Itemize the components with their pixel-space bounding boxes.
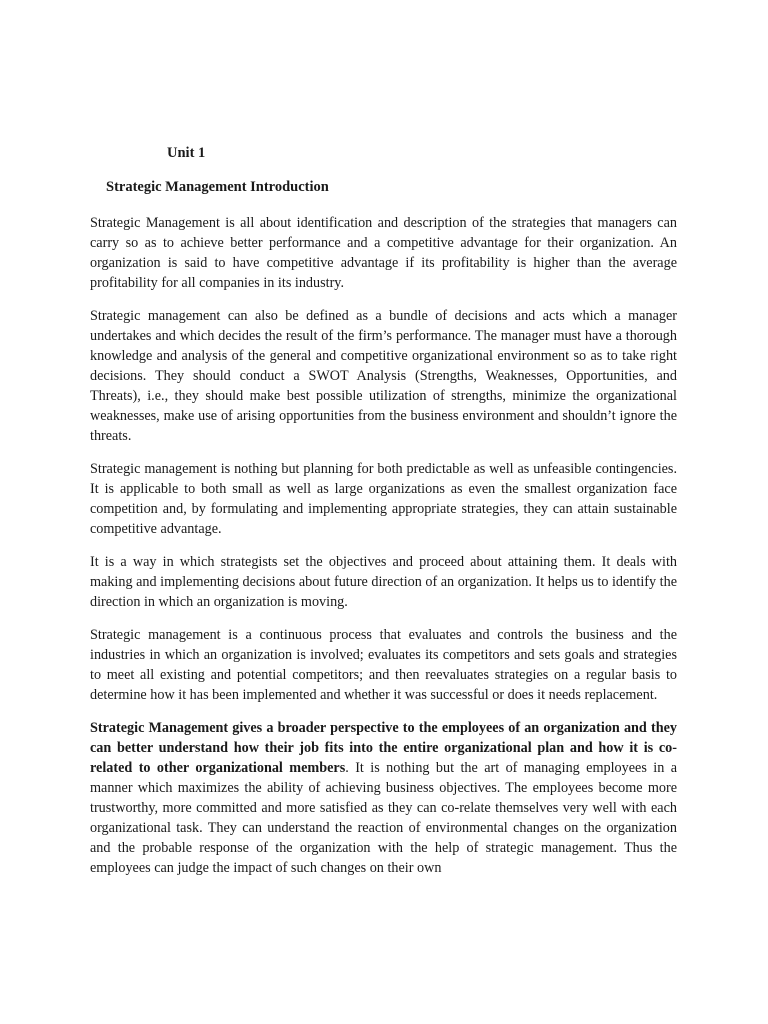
unit-heading: Unit 1: [167, 145, 206, 161]
paragraph-4: It is a way in which strategists set the objectives and proceed about attaining them. It deals with making and implementing decisions about future direction of an organization. It helps us to identify the direction in which an organization is moving.: [90, 553, 677, 611]
section-heading: Strategic Management Introduction: [106, 179, 329, 195]
document-body: [90, 213, 677, 891]
paragraph-2: Strategic management can also be defined as a bundle of decisions and acts which a manager undertakes and which decides the result of the firm’s performance. The manager must have a thorough knowledge and analysis of the general and competitive organizational environment so as to take right decisions. They should conduct a SWOT Analysis (Strengths, Weaknesses, Opportunities, and Threats), i.e., they should make best possible utilization of strengths, minimize the organizational weaknesses, make use of arising opportunities from the business environment and shouldn’t ignore the threats.: [90, 307, 677, 445]
paragraph-6: [90, 718, 677, 879]
paragraph-1: Strategic Management is all about identification and description of the strategies that managers can carry so as to achieve better performance and a competitive advantage for their organization. An organization is said to have competitive advantage if its profitability is higher than the average profitability for all companies in its industry.: [90, 215, 677, 292]
paragraph-3: Strategic management is nothing but planning for both predictable as well as unfeasible contingencies. It is applicable to both small as well as large organizations as even the smallest organization face competition and, by formulating and implementing appropriate strategies, they can attain sustainable competitive advantage.: [90, 461, 677, 538]
paragraph-5: Strategic management is a continuous process that evaluates and controls the business and the industries in which an organization is involved; evaluates its competitors and sets goals and strategies to meet all existing and potential competitors; and then reevaluates strategies on a regular basis to determine how it has been implemented and whether it was successful or does it needs replacement.: [90, 626, 677, 703]
paragraph-6-bold-lead: Strategic Management gives a broader perspective to the employees of an organization and they can better understand how their job fits into the entire organizational plan and how it is co-related to other organizational members: [90, 719, 677, 776]
paragraph-6-text: . It is nothing but the art of managing employees in a manner which maximizes the ability of achieving business objectives. The employees become more trustworthy, more committed and more satisfied as they can co-relate themselves very well with each organizational task. They can understand the reaction of environmental changes on the organization and the probable response of the organization with the help of strategic management. Thus the employees can judge the impact of such changes on their own: [90, 759, 677, 877]
